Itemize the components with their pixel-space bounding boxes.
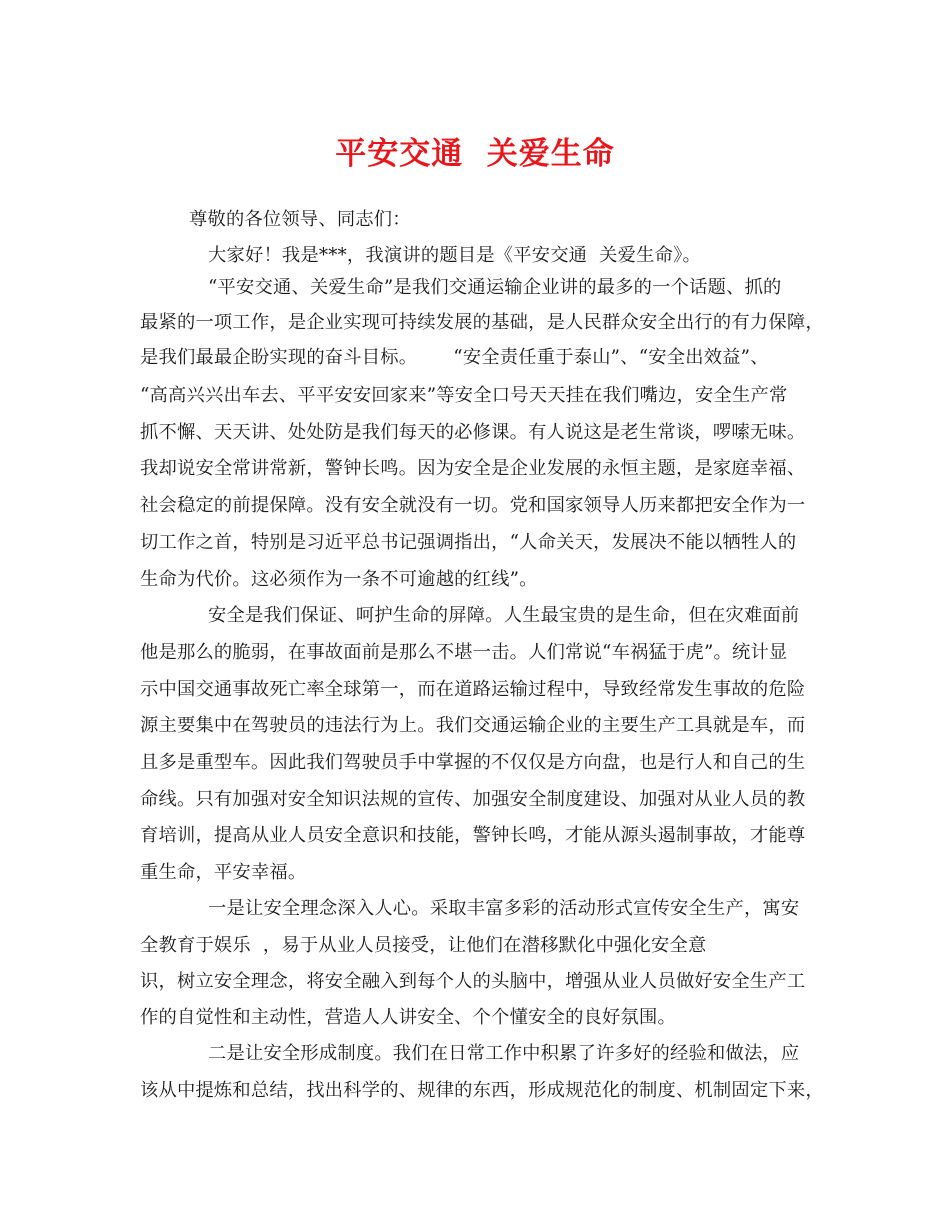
body-line: 重生命，平安幸福。 (140, 862, 307, 883)
body-line: 社会稳定的前提保障。没有安全就没有一切。党和国家领导人历来都把安全作为一 (140, 495, 806, 516)
body-line: 示中国交通事故死亡率全球第一，而在道路运输过程中，导致经常发生事故的危险 (140, 679, 806, 700)
body-line: “高高兴兴出车去、平平安安回家来”等安全口号天天挂在我们嘴边，安全生产常 (140, 385, 788, 406)
body-line: 一是让安全理念深入人心。采取丰富多彩的活动形式宣传安全生产，寓安 (208, 898, 800, 919)
body-line: 是我们最最企盼实现的奋斗目标。 “安全责任重于泰山”、“安全出效益”、 (140, 347, 769, 368)
body-line: “平安交通、关爱生命”是我们交通运输企业讲的最多的一个话题、抓的 (208, 277, 782, 298)
body-line: 我却说安全常讲常新，警钟长鸣。因为安全是企业发展的永恒主题，是家庭幸福、 (140, 458, 806, 479)
body-line: 生命为代价。这必须作为一条不可逾越的红线”。 (140, 569, 538, 590)
body-line: 安全是我们保证、呵护生命的屏障。人生最宝贵的是生命，但在灾难面前 (208, 605, 800, 626)
body-line: 源主要集中在驾驶员的违法行为上。我们交通运输企业的主要生产工具就是车，而 (140, 715, 806, 736)
body-line: 二是让安全形成制度。我们在日常工作中积累了许多好的经验和做法，应 (208, 1043, 800, 1064)
body-line: 育培训，提高从业人员安全意识和技能，警钟长鸣，才能从源头遏制事故，才能尊 (140, 825, 806, 846)
body-line: 切工作之首，特别是习近平总书记强调指出，“人命关天，发展决不能以牺牲人的 (140, 532, 797, 553)
body-line: 抓不懈、天天讲、处处防是我们每天的必修课。有人说这是老生常谈，啰嗦无味。 (140, 422, 806, 443)
body-line: 识，树立安全理念，将安全融入到每个人的头脑中，增强从业人员做好安全生产工 (140, 971, 806, 992)
salutation-line: 尊敬的各位领导、同志们： (189, 209, 411, 230)
document-title: 平安交通 关爱生命 (335, 136, 615, 172)
body-line: 作的自觉性和主动性，营造人人讲安全、个个懂安全的良好氛围。 (140, 1007, 676, 1028)
body-line: 该从中提炼和总结，找出科学的、规律的东西，形成规范化的制度、机制固定下来， (140, 1080, 824, 1101)
body-line: 且多是重型车。因此我们驾驶员手中掌握的不仅仅是方向盘，也是行人和自己的生 (140, 752, 806, 773)
body-line: 他是那么的脆弱，在事故面前是那么不堪一击。人们常说“车祸猛于虎”。统计显 (140, 642, 788, 663)
body-line: 全教育于娱乐 ，易于从业人员接受，让他们在潜移默化中强化安全意 (140, 935, 707, 956)
body-line: 大家好！我是***，我演讲的题目是《平安交通 关爱生命》。 (208, 245, 701, 266)
body-line: 最紧的一项工作，是企业实现可持续发展的基础，是人民群众安全出行的有力保障， (140, 312, 824, 333)
body-line: 命线。只有加强对安全知识法规的宣传、加强安全制度建设、加强对从业人员的教 (140, 789, 806, 810)
